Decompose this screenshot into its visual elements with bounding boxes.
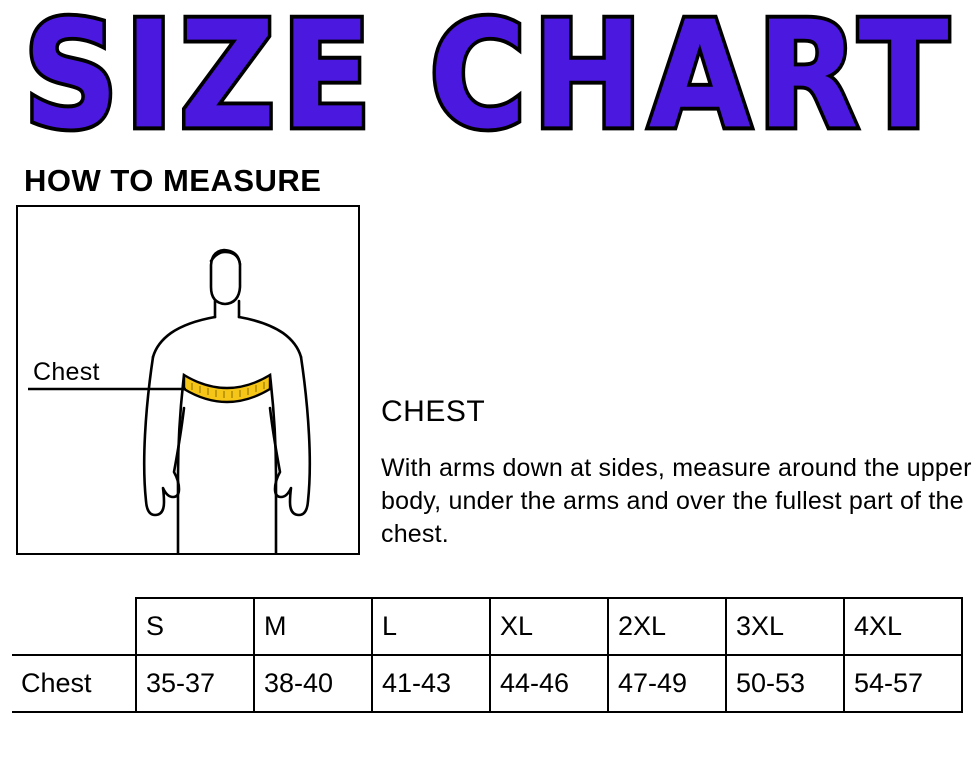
size-table — [12, 597, 963, 713]
chest-value-s: 35-37 — [136, 655, 254, 712]
chest-tape — [184, 375, 270, 402]
chest-value-m: 38-40 — [254, 655, 372, 712]
size-header-2xl: 2XL — [608, 598, 726, 655]
chest-value-3xl: 50-53 — [726, 655, 844, 712]
size-header-m: M — [254, 598, 372, 655]
table-header-row — [12, 598, 962, 655]
table-row-chest — [12, 655, 962, 712]
size-header-3xl: 3XL — [726, 598, 844, 655]
how-to-measure-heading: HOW TO MEASURE — [24, 163, 322, 198]
chest-value-4xl: 54-57 — [844, 655, 962, 712]
size-header-s: S — [136, 598, 254, 655]
chest-value-xl: 44-46 — [490, 655, 608, 712]
chest-value-2xl: 47-49 — [608, 655, 726, 712]
size-header-4xl: 4XL — [844, 598, 962, 655]
size-header-xl: XL — [490, 598, 608, 655]
page-title-text: SIZE CHART — [23, 0, 955, 163]
chest-value-l: 41-43 — [372, 655, 490, 712]
table-corner-cell — [12, 598, 136, 655]
row-label-chest: Chest — [12, 655, 136, 712]
size-header-l: L — [372, 598, 490, 655]
figure-chest-label: Chest — [33, 358, 100, 386]
page-title — [0, 0, 978, 163]
description-body: With arms down at sides, measure around the upper body, under the arms and over the fullest part of the chest. — [381, 454, 972, 548]
description-heading: CHEST — [381, 395, 486, 428]
